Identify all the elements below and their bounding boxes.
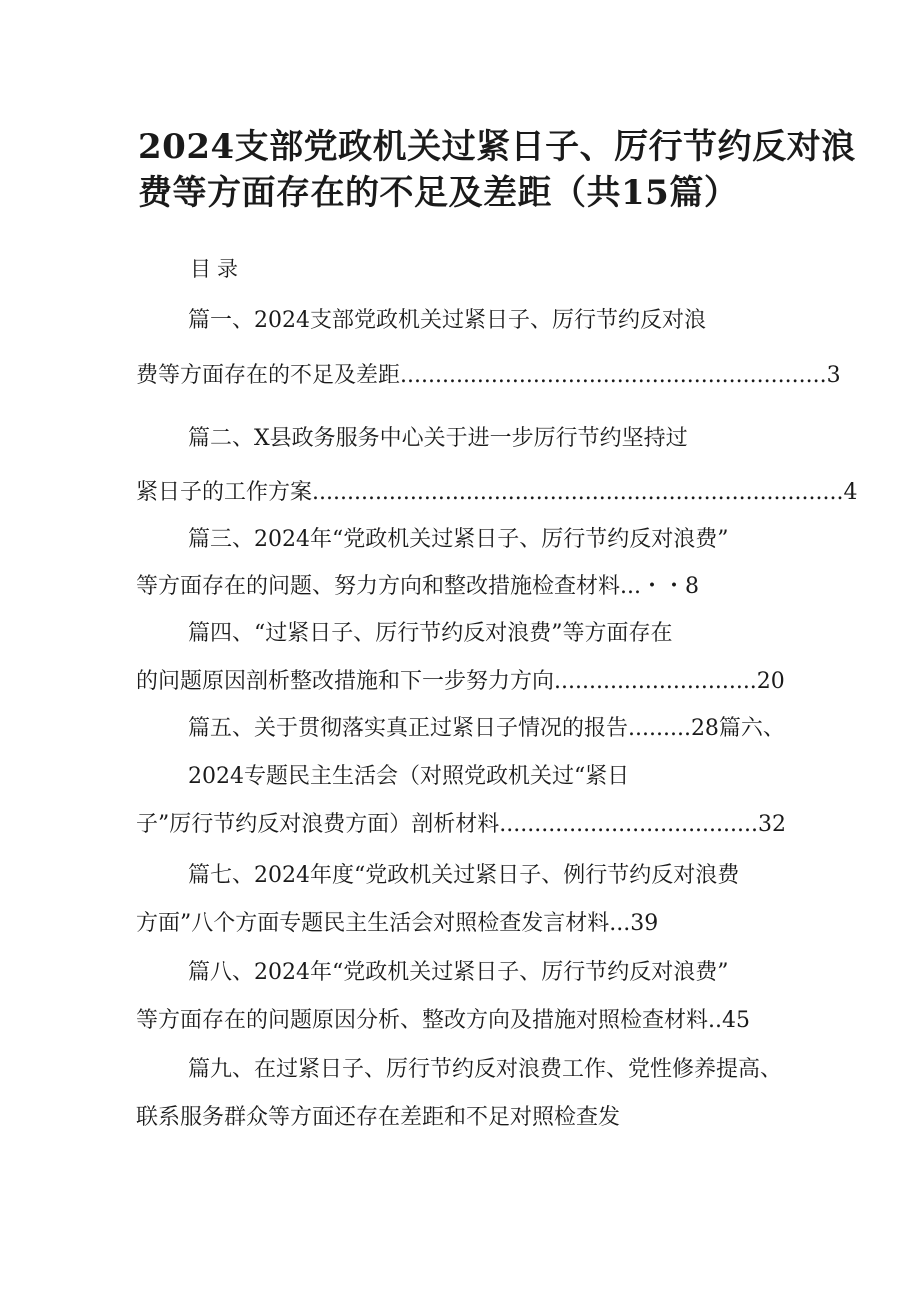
toc-entry-9-line-1: 篇九、在过紧日子、厉行节约反对浪费工作、党性修养提高、 bbox=[188, 1057, 783, 1082]
toc-entry-2-line-1: 篇二、X县政务服务中心关于进一步厉行节约坚持过 bbox=[188, 426, 688, 451]
toc-entry-3-line-1: 篇三、2024年“党政机关过紧日子、厉行节约反对浪费” bbox=[188, 527, 729, 552]
toc-entry-3-line-2: 等方面存在的问题、努力方向和整改措施检查材料...・・8 bbox=[136, 574, 699, 599]
toc-entry-6-line-2: 子”厉行节约反对浪费方面）剖析材料.....................................32 bbox=[136, 812, 786, 837]
toc-entry-9-line-2: 联系服务群众等方面还存在差距和不足对照检查发 bbox=[136, 1105, 621, 1130]
toc-entry-7-line-2: 方面”八个方面专题民主生活会对照检查发言材料...39 bbox=[136, 911, 659, 936]
toc-entry-8-line-2: 等方面存在的问题原因分析、整改方向及措施对照检查材料..45 bbox=[136, 1008, 750, 1033]
toc-entry-7-line-1: 篇七、2024年度“党政机关过紧日子、例行节约反对浪费 bbox=[188, 863, 740, 888]
toc-entry-4-line-1: 篇四、“过紧日子、厉行节约反对浪费”等方面存在 bbox=[188, 621, 673, 646]
toc-entry-6-line-1: 2024专题民主生活会（对照党政机关过“紧日 bbox=[188, 764, 630, 789]
toc-entry-2-line-2: 紧日子的工作方案............................................................................4 bbox=[136, 480, 858, 505]
document-title-line-2: 费等方面存在的不足及差距（共15篇） bbox=[138, 173, 739, 213]
toc-entry-1-line-1: 篇一、2024支部党政机关过紧日子、厉行节约反对浪 bbox=[188, 308, 706, 333]
toc-heading: 目录 bbox=[190, 257, 244, 281]
toc-entry-1-line-2: 费等方面存在的不足及差距.............................................................3 bbox=[136, 363, 841, 388]
toc-entry-4-line-2: 的问题原因剖析整改措施和下一步努力方向.............................20 bbox=[136, 669, 785, 694]
toc-entry-8-line-1: 篇八、2024年“党政机关过紧日子、厉行节约反对浪费” bbox=[188, 960, 729, 985]
document-title-line-1: 2024支部党政机关过紧日子、厉行节约反对浪 bbox=[138, 127, 856, 167]
toc-entry-5: 篇五、关于贯彻落实真正过紧日子情况的报告.........28篇六、 bbox=[188, 716, 785, 741]
